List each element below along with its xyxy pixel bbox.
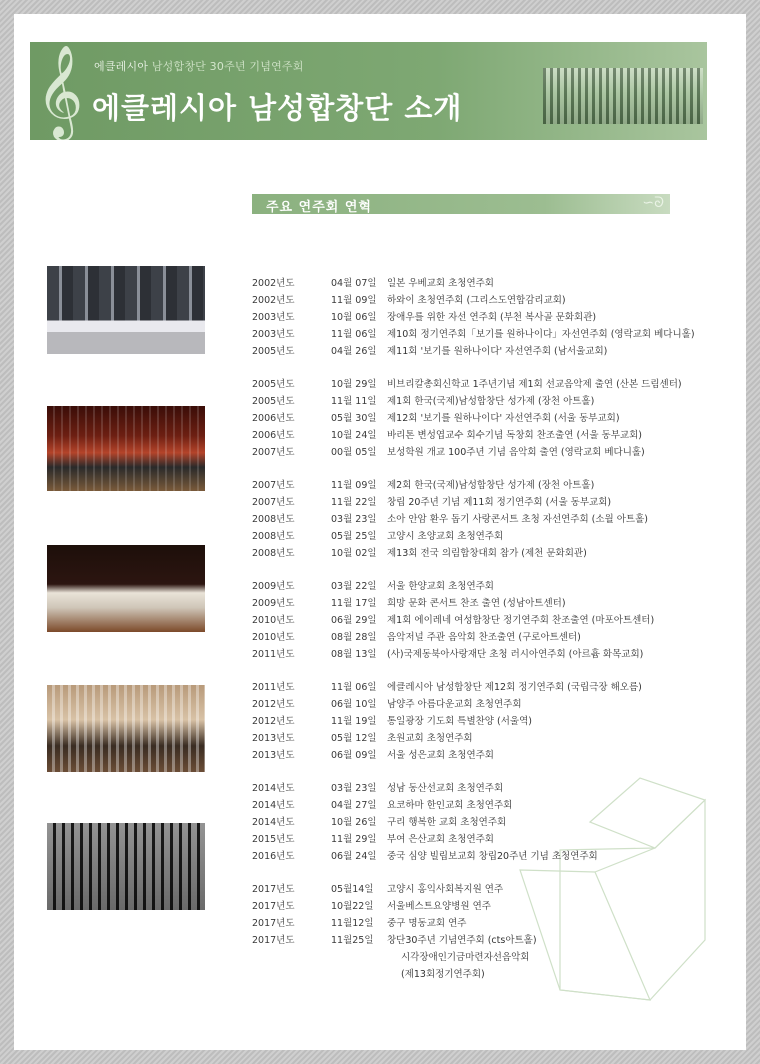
timeline-event: 서울 한양교회 초청연주회 (387, 581, 494, 592)
timeline-event-continuation: (제13회정기연주회) (401, 969, 485, 980)
timeline-year: 2008년도 (252, 531, 295, 542)
timeline-event: 소아 안암 환우 돕기 사랑콘서트 초청 자선연주회 (소월 아트홀) (387, 514, 648, 525)
timeline-date: 11월 06일 (331, 329, 377, 340)
timeline-date: 06월 10일 (331, 699, 377, 710)
timeline-date: 11월 06일 (331, 682, 377, 693)
timeline-event: 제11회 '보기를 원하나이다' 자선연주회 (남서울교회) (387, 346, 608, 357)
timeline-date: 10월 29일 (331, 379, 377, 390)
timeline-date: 11월 11일 (331, 396, 377, 407)
timeline-year: 2003년도 (252, 312, 295, 323)
timeline-year: 2002년도 (252, 295, 295, 306)
timeline-year: 2012년도 (252, 699, 295, 710)
timeline-event: 창단30주년 기념연주회 (cts아트홀) (387, 935, 537, 946)
timeline-event: 제10회 정기연주회「보기를 원하나이다」자선연주회 (영락교회 베다니홀) (387, 329, 695, 340)
timeline-date: 10월 02일 (331, 548, 377, 559)
timeline-year: 2010년도 (252, 615, 295, 626)
treble-clef-icon: 𝄞 (36, 44, 84, 137)
timeline-event: 성남 동산선교회 초청연주회 (387, 783, 504, 794)
timeline-event: 서울베스트요양병원 연주 (387, 901, 491, 912)
timeline-year: 2009년도 (252, 598, 295, 609)
timeline-year: 2013년도 (252, 750, 295, 761)
timeline-date: 11월 22일 (331, 497, 377, 508)
timeline-event: 음악저널 주관 음악회 찬조출연 (구로아트센터) (387, 632, 581, 643)
timeline-event: 중국 심양 빌립보교회 창립20주년 기념 초청연주회 (387, 851, 598, 862)
timeline-date: 03월 23일 (331, 514, 377, 525)
timeline-year: 2003년도 (252, 329, 295, 340)
timeline-date: 06월 29일 (331, 615, 377, 626)
timeline-year: 2011년도 (252, 682, 295, 693)
timeline-year: 2010년도 (252, 632, 295, 643)
timeline-event: 에클레시아 남성합창단 제12회 정기연주회 (국립극장 해오름) (387, 682, 642, 693)
timeline-date: 05월 25일 (331, 531, 377, 542)
timeline-year: 2005년도 (252, 346, 295, 357)
timeline-event: (사)국제동북아사랑재단 초청 러시아연주회 (아르흄 화목교회) (387, 649, 644, 660)
timeline-year: 2006년도 (252, 413, 295, 424)
header-org: 에클레시아 (94, 60, 149, 73)
timeline-year: 2017년도 (252, 884, 295, 895)
timeline-event: 희망 문화 콘서트 찬조 출연 (성남아트센터) (387, 598, 566, 609)
timeline-event: 보성학원 개교 100주년 기념 음악회 출연 (영락교회 베다니홀) (387, 447, 645, 458)
timeline-date: 04월 07일 (331, 278, 377, 289)
timeline-date: 03월 23일 (331, 783, 377, 794)
timeline-date: 10월 26일 (331, 817, 377, 828)
timeline-event: 서울 성은교회 초청연주회 (387, 750, 494, 761)
timeline-date: 08월 28일 (331, 632, 377, 643)
timeline-event: 초원교회 초청연주회 (387, 733, 473, 744)
timeline-date: 11월 19일 (331, 716, 377, 727)
timeline-year: 2007년도 (252, 480, 295, 491)
timeline-year: 2005년도 (252, 379, 295, 390)
timeline-year: 2002년도 (252, 278, 295, 289)
swirl-ornament-icon: ∽ᘐ (642, 195, 664, 211)
timeline-event: 중구 명동교회 연주 (387, 918, 467, 929)
timeline-year: 2013년도 (252, 733, 295, 744)
timeline-event-continuation: 시각장애인기금마련자선음악회 (401, 952, 530, 963)
timeline-event: 요코하마 한인교회 초청연주회 (387, 800, 513, 811)
timeline-date: 06월 24일 (331, 851, 377, 862)
timeline-date: 08월 13일 (331, 649, 377, 660)
timeline-event: 비브리칼총회신학교 1주년기념 제1회 선교음악제 출연 (산본 드림센터) (387, 379, 682, 390)
section-title: 주요 연주회 연혁 (266, 200, 372, 215)
timeline-date: 11월12일 (331, 918, 374, 929)
timeline-year: 2014년도 (252, 817, 295, 828)
timeline-year: 2017년도 (252, 935, 295, 946)
timeline-year: 2016년도 (252, 851, 295, 862)
page-title: 에클레시아 남성합창단 소개 (92, 91, 463, 125)
timeline-event: 제1회 한국(국제)남성합창단 성가제 (장천 아트홀) (387, 396, 595, 407)
timeline-year: 2014년도 (252, 783, 295, 794)
timeline-date: 11월 09일 (331, 295, 377, 306)
timeline-year: 2015년도 (252, 834, 295, 845)
timeline-date: 11월25일 (331, 935, 374, 946)
timeline-event: 고양시 초양교회 초청연주회 (387, 531, 504, 542)
timeline-event: 제1회 에이레네 여성합창단 정기연주회 찬조출연 (마포아트센터) (387, 615, 655, 626)
timeline-event: 부여 은산교회 초청연주회 (387, 834, 494, 845)
timeline-event: 제13회 전국 의림합창대회 참가 (제천 문화회관) (387, 548, 587, 559)
timeline-event: 일본 우베교회 초청연주회 (387, 278, 494, 289)
timeline-year: 2017년도 (252, 918, 295, 929)
timeline-event: 통일광장 기도회 특별찬양 (서울역) (387, 716, 532, 727)
timeline-date: 04월 27일 (331, 800, 377, 811)
timeline-year: 2007년도 (252, 497, 295, 508)
timeline-date: 11월 09일 (331, 480, 377, 491)
timeline-date: 04월 26일 (331, 346, 377, 357)
timeline-event: 하와이 초청연주회 (그리스도연합감리교회) (387, 295, 566, 306)
timeline-date: 10월 06일 (331, 312, 377, 323)
timeline-year: 2008년도 (252, 548, 295, 559)
timeline-year: 2007년도 (252, 447, 295, 458)
timeline-date: 05월 30일 (331, 413, 377, 424)
timeline-date: 06월 09일 (331, 750, 377, 761)
timeline-event: 장애우를 위한 자선 연주회 (부천 복사골 문화회관) (387, 312, 597, 323)
timeline-year: 2009년도 (252, 581, 295, 592)
timeline-year: 2011년도 (252, 649, 295, 660)
header-subtitle-rest: 남성합창단 30주년 기념연주회 (151, 60, 304, 73)
timeline-year: 2014년도 (252, 800, 295, 811)
timeline-date: 11월 29일 (331, 834, 377, 845)
timeline-date: 11월 17일 (331, 598, 377, 609)
timeline-event: 제2회 한국(국제)남성합창단 성가제 (장천 아트홀) (387, 480, 595, 491)
timeline-year: 2017년도 (252, 901, 295, 912)
timeline-date: 05월14일 (331, 884, 374, 895)
timeline-year: 2008년도 (252, 514, 295, 525)
timeline-event: 바리톤 변성엽교수 회수기념 독창회 찬조출연 (서울 동부교회) (387, 430, 642, 441)
timeline-date: 05월 12일 (331, 733, 377, 744)
timeline-year: 2012년도 (252, 716, 295, 727)
timeline-date: 03월 22일 (331, 581, 377, 592)
timeline-year: 2005년도 (252, 396, 295, 407)
timeline-year: 2006년도 (252, 430, 295, 441)
timeline-event: 남양주 아름다운교회 초청연주회 (387, 699, 522, 710)
timeline-date: 10월 24일 (331, 430, 377, 441)
timeline-event: 제12회 '보기를 원하나이다' 자선연주회 (서울 동부교회) (387, 413, 620, 424)
timeline-event: 창립 20주년 기념 제11회 정기연주회 (서울 동부교회) (387, 497, 612, 508)
timeline-event: 구리 행복한 교회 초청연주회 (387, 817, 507, 828)
timeline-date: 00월 05일 (331, 447, 377, 458)
timeline-date: 10월22일 (331, 901, 374, 912)
timeline-event: 고양시 홍익사회복지원 연주 (387, 884, 504, 895)
